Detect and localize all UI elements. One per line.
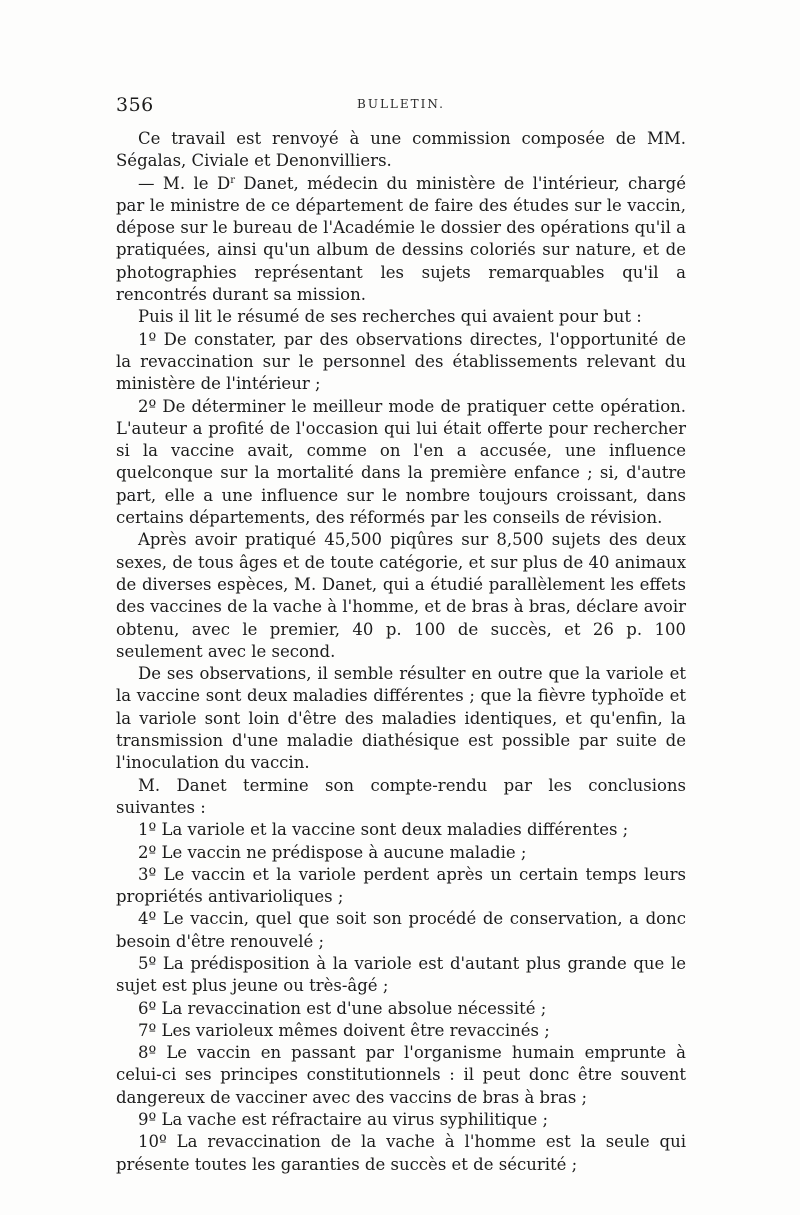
list-item: 3º Le vaccin et la variole perdent après un certain temps leurs propriétés antivarioliques ; (116, 864, 686, 907)
list-item: 9º La vache est réfractaire au virus syphilitique ; (138, 1110, 549, 1130)
list-item: 1º La variole et la vaccine sont deux maladies différentes ; (138, 820, 629, 840)
page-number: 356 (116, 94, 154, 116)
paragraph: Après avoir pratiqué 45,500 piqûres sur 8,500 sujets des deux sexes, de tous âges et de toute catégorie, et sur plus de 40 animaux de diverses espèces, M. Danet, qui a étudié parallèlement les effets des vaccines de la vache à l'homme, et de bras à bras, déclare avoir obtenu, avec le premier, 40 p. 100 de succès, et 26 p. 100 seulement avec le second. (116, 530, 686, 661)
list-item: 7º Les varioleux mêmes doivent être revaccinés ; (138, 1020, 550, 1040)
paragraph: De ses observations, il semble résulter en outre que la variole et la vaccine sont deux maladies différentes ; que la fièvre typhoïde et la variole sont loin d'être des maladies identiques, et qu'enfin, la transmission d'une maladie diathésique est possible par suite de l'inoculation du vaccin. (116, 664, 686, 773)
paragraph: — M. le $D^r$ Danet, médecin du ministère de l'intérieur, chargé par le ministre de ce département de faire des études sur le vaccin, dépose sur le bureau de l'Académie le dossier des opérations qu'il a pratiquées, ainsi qu'un album de dessins coloriés sur nature, et de photographies représentant les sujets remarquables qu'il a rencontrés durant sa mission. (116, 173, 686, 305)
paragraph: M. Danet termine son compte-rendu par les conclusions suivantes : (116, 775, 686, 817)
list-item: 8º Le vaccin en passant par l'organisme humain emprunte à celui-ci ses principes constitutionnels : il peut donc être souvent dangereux de vacciner avec des vaccins de bras à bras ; (116, 1043, 686, 1107)
paragraph: 1º De constater, par des observations directes, l'opportunité de la revaccination sur le personnel des établissements relevant du ministère de l'intérieur ; (116, 329, 686, 394)
page-header (116, 94, 686, 118)
list-item: 5º La prédisposition à la variole est d'autant plus grande que le sujet est plus jeune ou très-âgé ; (116, 953, 686, 996)
body-text (116, 128, 686, 1176)
running-title: BULLETIN. (357, 97, 445, 111)
paragraph: Puis il lit le résumé de ses recherches qui avaient pour but : (138, 307, 642, 327)
paragraph: 2º De déterminer le meilleur mode de pratiquer cette opération. L'auteur a profité de l'occasion qui lui était offerte pour rechercher si la vaccine avait, comme on l'en a accusée, une influence quelconque sur la mortalité dans la première enfance ; si, d'autre part, elle a une influence sur le nombre toujours croissant, dans certains départements, des réformés par les conseils de révision. (116, 396, 686, 528)
list-item: 4º Le vaccin, quel que soit son procédé de conservation, a donc besoin d'être renouvelé ; (116, 909, 686, 951)
list-item: 6º La revaccination est d'une absolue nécessité ; (138, 998, 547, 1018)
list-item: 2º Le vaccin ne prédispose à aucune maladie ; (138, 842, 527, 862)
paragraph: Ce travail est renvoyé à une commission composée de MM. Ségalas, Civiale et Denonvilliers. (116, 129, 686, 171)
list-item: 10º La revaccination de la vache à l'homme est la seule qui présente toutes les garanties de succès et de sécurité ; (116, 1132, 686, 1174)
